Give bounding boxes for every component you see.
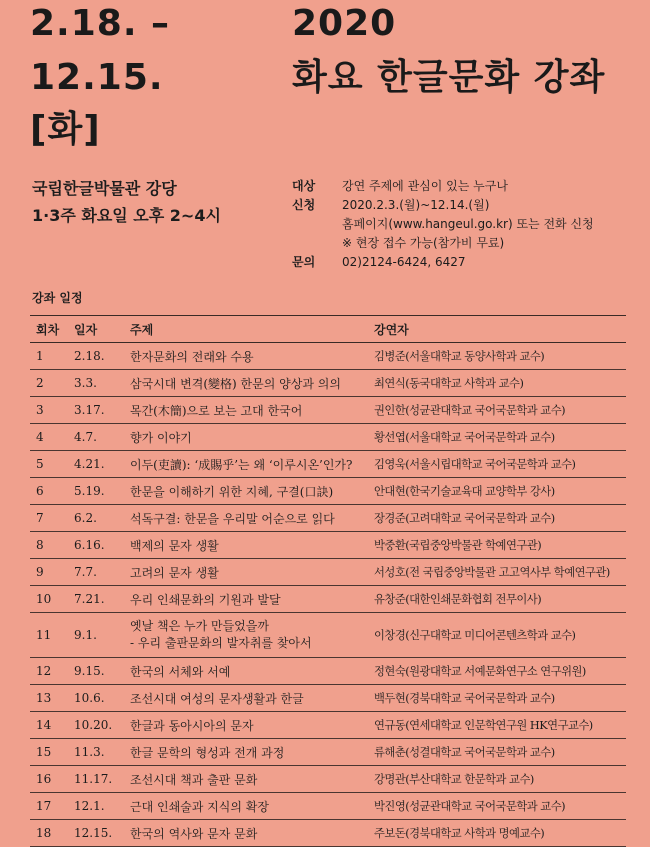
session-lecturer: 박진영(성균관대학교 국어국문학과 교수) <box>368 793 626 820</box>
session-date: 6.16. <box>68 532 124 559</box>
table-row <box>30 451 626 478</box>
session-lecturer: 장경준(고려대학교 국어국문학과 교수) <box>368 505 626 532</box>
info-apply-method: 홈페이지(www.hangeul.go.kr) 또는 전화 신청 <box>342 217 594 231</box>
session-date: 9.15. <box>68 658 124 685</box>
table-row <box>30 343 626 370</box>
session-topic: 백제의 문자 생활 <box>124 532 368 559</box>
session-topic: 한글 문학의 형성과 전개 과정 <box>124 739 368 766</box>
table-row <box>30 613 626 658</box>
session-topic: 한자문화의 전래와 수용 <box>124 343 368 370</box>
table-row <box>30 505 626 532</box>
session-number: 5 <box>30 451 68 478</box>
session-number: 4 <box>30 424 68 451</box>
session-topic-line: 옛날 책은 누가 만들었을까 <box>130 619 269 633</box>
session-topic <box>124 613 368 658</box>
session-lecturer: 김영욱(서울시립대학교 국어국문학과 교수) <box>368 451 626 478</box>
date-range-end: 12.15. <box>30 57 164 98</box>
session-number: 7 <box>30 505 68 532</box>
info-contact-value: 02)2124-6424, 6427 <box>342 255 466 269</box>
info-target-label: 대상 <box>292 179 316 193</box>
header-date: 일자 <box>68 316 124 343</box>
session-lecturer: 연규동(연세대학교 인문학연구원 HK연구교수) <box>368 712 626 739</box>
session-number: 12 <box>30 658 68 685</box>
header-session: 회차 <box>30 316 68 343</box>
table-row <box>30 424 626 451</box>
session-topic-subline: - 우리 출판문화의 발자취를 찾아서 <box>130 636 312 650</box>
date-range-start: 2.18. – <box>30 3 171 44</box>
session-lecturer: 서성호(전 국립중앙박물관 고고역사부 학예연구관) <box>368 559 626 586</box>
session-topic: 삼국시대 변격(變格) 한문의 양상과 의의 <box>124 370 368 397</box>
table-row <box>30 397 626 424</box>
session-topic: 고려의 문자 생활 <box>124 559 368 586</box>
session-topic: 한국의 서체와 서예 <box>124 658 368 685</box>
table-row <box>30 793 626 820</box>
session-lecturer: 박중환(국립중앙박물관 학예연구관) <box>368 532 626 559</box>
table-row <box>30 370 626 397</box>
session-date: 12.1. <box>68 793 124 820</box>
session-date: 11.17. <box>68 766 124 793</box>
session-topic: 근대 인쇄술과 지식의 확장 <box>124 793 368 820</box>
session-lecturer: 류해춘(성결대학교 국어국문학과 교수) <box>368 739 626 766</box>
session-date: 6.2. <box>68 505 124 532</box>
session-number: 18 <box>30 820 68 847</box>
session-number: 15 <box>30 739 68 766</box>
session-date: 7.7. <box>68 559 124 586</box>
weekday-label: [화] <box>30 109 101 150</box>
session-lecturer: 이창경(신구대학교 미디어콘텐츠학과 교수) <box>368 613 626 658</box>
session-date: 12.15. <box>68 820 124 847</box>
session-number: 10 <box>30 586 68 613</box>
table-row <box>30 820 626 847</box>
session-date: 7.21. <box>68 586 124 613</box>
table-row <box>30 559 626 586</box>
session-lecturer: 강명관(부산대학교 한문학과 교수) <box>368 766 626 793</box>
session-lecturer: 정현숙(원광대학교 서예문화연구소 연구위원) <box>368 658 626 685</box>
info-contact-label: 문의 <box>292 255 316 269</box>
table-row <box>30 658 626 685</box>
session-number: 9 <box>30 559 68 586</box>
session-date: 2.18. <box>68 343 124 370</box>
session-date: 4.21. <box>68 451 124 478</box>
schedule-header-row <box>30 316 626 343</box>
header-topic: 주제 <box>124 316 368 343</box>
venue-time: 1·3주 화요일 오후 2~4시 <box>32 206 221 225</box>
session-lecturer: 유창준(대한인쇄문화협회 전무이사) <box>368 586 626 613</box>
table-row <box>30 766 626 793</box>
session-number: 8 <box>30 532 68 559</box>
session-topic: 한문을 이해하기 위한 지혜, 구결(口訣) <box>124 478 368 505</box>
session-date: 4.7. <box>68 424 124 451</box>
session-date: 10.20. <box>68 712 124 739</box>
info-apply-row <box>292 196 594 215</box>
schedule-table <box>30 315 626 847</box>
year-label: 2020 <box>292 3 397 44</box>
info-target-row <box>292 177 594 196</box>
session-lecturer: 안대현(한국기술교육대 교양학부 강사) <box>368 478 626 505</box>
info-block <box>292 177 594 272</box>
session-topic: 이두(吏讀): ‘成賜乎’는 왜 ‘이루시온’인가? <box>124 451 368 478</box>
session-date: 9.1. <box>68 613 124 658</box>
session-lecturer: 황선엽(서울대학교 국어국문학과 교수) <box>368 424 626 451</box>
session-topic: 한글과 동아시아의 문자 <box>124 712 368 739</box>
session-lecturer: 백두현(경북대학교 국어국문학과 교수) <box>368 685 626 712</box>
info-apply-note-row <box>292 234 594 253</box>
session-topic: 석독구결: 한문을 우리말 어순으로 읽다 <box>124 505 368 532</box>
session-number: 6 <box>30 478 68 505</box>
session-topic: 한국의 역사와 문자 문화 <box>124 820 368 847</box>
info-apply-note: ※ 현장 접수 가능(참가비 무료) <box>342 236 505 250</box>
session-lecturer: 주보돈(경북대학교 사학과 명예교수) <box>368 820 626 847</box>
info-apply-period: 2020.2.3.(월)~12.14.(월) <box>342 198 490 212</box>
info-apply-method-row <box>292 215 594 234</box>
venue-place: 국립한글박물관 강당 <box>32 179 177 198</box>
session-number: 3 <box>30 397 68 424</box>
session-number: 11 <box>30 613 68 658</box>
session-number: 14 <box>30 712 68 739</box>
session-lecturer: 권인한(성균관대학교 국어국문학과 교수) <box>368 397 626 424</box>
table-row <box>30 712 626 739</box>
session-date: 3.17. <box>68 397 124 424</box>
header-lecturer: 강연자 <box>368 316 626 343</box>
info-contact-row <box>292 253 594 272</box>
session-topic: 목간(木簡)으로 보는 고대 한국어 <box>124 397 368 424</box>
session-lecturer: 김병준(서울대학교 동양사학과 교수) <box>368 343 626 370</box>
table-row <box>30 586 626 613</box>
session-number: 13 <box>30 685 68 712</box>
session-number: 2 <box>30 370 68 397</box>
session-topic: 향가 이야기 <box>124 424 368 451</box>
session-number: 17 <box>30 793 68 820</box>
venue-block <box>32 175 221 229</box>
session-lecturer: 최연식(동국대학교 사학과 교수) <box>368 370 626 397</box>
session-number: 16 <box>30 766 68 793</box>
table-row <box>30 685 626 712</box>
session-topic: 조선시대 여성의 문자생활과 한글 <box>124 685 368 712</box>
session-date: 10.6. <box>68 685 124 712</box>
session-number: 1 <box>30 343 68 370</box>
table-row <box>30 478 626 505</box>
schedule-title: 강좌 일정 <box>32 291 83 305</box>
session-topic: 우리 인쇄문화의 기원과 발달 <box>124 586 368 613</box>
info-target-value: 강연 주제에 관심이 있는 누구나 <box>342 179 508 193</box>
series-title: 화요 한글문화 강좌 <box>292 57 606 98</box>
table-row <box>30 532 626 559</box>
session-date: 5.19. <box>68 478 124 505</box>
session-date: 3.3. <box>68 370 124 397</box>
session-date: 11.3. <box>68 739 124 766</box>
table-row <box>30 739 626 766</box>
info-apply-label: 신청 <box>292 198 316 212</box>
session-topic: 조선시대 책과 출판 문화 <box>124 766 368 793</box>
schedule-body <box>30 343 626 847</box>
